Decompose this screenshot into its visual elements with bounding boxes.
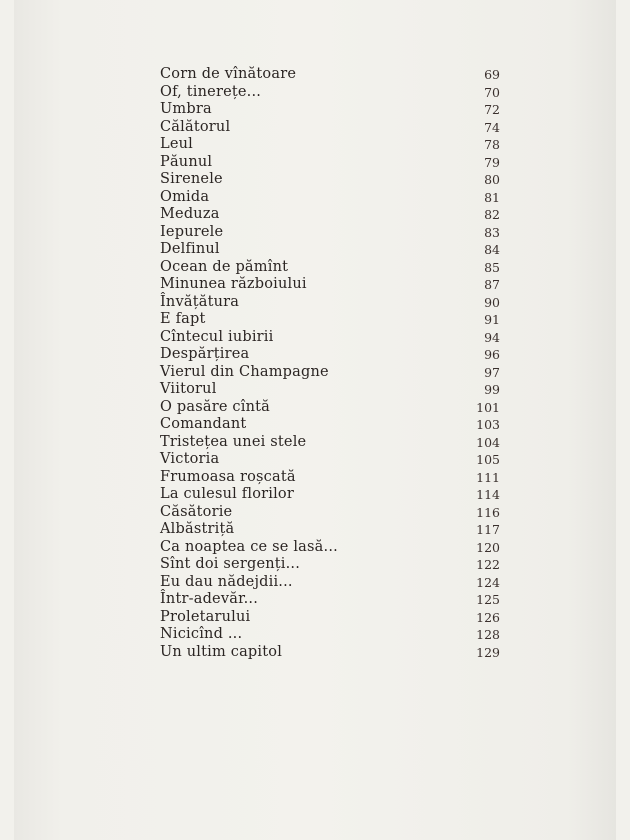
toc-entry-page: 84 bbox=[484, 242, 500, 257]
toc-entry-page: 125 bbox=[476, 592, 500, 607]
toc-entry bbox=[160, 574, 500, 592]
toc-entry-title: Un ultim capitol bbox=[160, 643, 283, 660]
toc-entry bbox=[160, 416, 500, 434]
toc-entry bbox=[160, 451, 500, 469]
toc-entry-title: Umbra bbox=[160, 101, 212, 117]
toc-entry bbox=[160, 504, 500, 522]
toc-entry-title: Corn de vînătoare bbox=[160, 66, 297, 82]
toc-entry-page: 96 bbox=[484, 347, 500, 362]
toc-entry-title: Cîntecul iubirii bbox=[160, 328, 274, 345]
toc-entry bbox=[160, 154, 500, 172]
toc-entry-title: Leul bbox=[160, 136, 193, 152]
toc-entry-page: 74 bbox=[484, 119, 500, 135]
toc-entry-page: 87 bbox=[484, 277, 500, 292]
toc-entry-page: 101 bbox=[476, 399, 500, 415]
toc-entry-title: Într-adevăr... bbox=[160, 591, 259, 607]
toc-entry-title: Despărțirea bbox=[160, 346, 250, 362]
table-of-contents bbox=[160, 66, 500, 661]
toc-entry bbox=[160, 119, 500, 137]
toc-entry-title: Albăstriță bbox=[160, 521, 235, 537]
toc-entry-title: O pasăre cîntă bbox=[160, 398, 270, 415]
toc-entry-page: 72 bbox=[484, 102, 500, 117]
toc-entry-page: 124 bbox=[476, 574, 500, 590]
toc-entry-page: 82 bbox=[484, 207, 500, 222]
toc-entry bbox=[160, 101, 500, 119]
toc-entry bbox=[160, 171, 500, 189]
toc-entry-title: Delfinul bbox=[160, 241, 220, 257]
toc-entry-title: Căsătorie bbox=[160, 503, 233, 520]
toc-entry bbox=[160, 329, 500, 347]
toc-entry-page: 111 bbox=[476, 469, 500, 485]
toc-entry-title: Of, tinerețe... bbox=[160, 83, 262, 100]
toc-entry-page: 80 bbox=[484, 172, 500, 187]
toc-entry bbox=[160, 189, 500, 207]
toc-entry-page: 83 bbox=[484, 224, 500, 240]
toc-entry bbox=[160, 609, 500, 627]
toc-entry bbox=[160, 276, 500, 294]
toc-entry-title: Păunul bbox=[160, 153, 213, 170]
toc-entry-title: Eu dau nădejdii... bbox=[160, 573, 293, 590]
toc-entry-page: 69 bbox=[484, 67, 500, 82]
toc-entry-title: Comandant bbox=[160, 416, 247, 432]
toc-entry-title: Viitorul bbox=[160, 381, 217, 397]
toc-entry bbox=[160, 294, 500, 312]
toc-entry bbox=[160, 224, 500, 242]
toc-entry-page: 126 bbox=[476, 609, 500, 625]
toc-entry-page: 90 bbox=[484, 294, 500, 310]
toc-entry bbox=[160, 591, 500, 609]
toc-entry-page: 116 bbox=[476, 504, 500, 520]
toc-entry-page: 120 bbox=[476, 539, 500, 555]
toc-entry-title: Ocean de pămînt bbox=[160, 258, 289, 275]
toc-entry-page: 105 bbox=[476, 452, 500, 467]
toc-entry bbox=[160, 206, 500, 224]
toc-entry-title: Sirenele bbox=[160, 171, 223, 187]
toc-entry bbox=[160, 486, 500, 504]
toc-entry bbox=[160, 644, 500, 662]
toc-entry-title: Iepurele bbox=[160, 223, 224, 240]
toc-entry-page: 85 bbox=[484, 259, 500, 275]
toc-entry bbox=[160, 381, 500, 399]
toc-entry-page: 114 bbox=[476, 487, 500, 502]
toc-entry bbox=[160, 521, 500, 539]
toc-entry-title: Frumoasa roșcată bbox=[160, 468, 296, 485]
toc-entry bbox=[160, 626, 500, 644]
toc-entry-title: Proletarului bbox=[160, 608, 251, 625]
toc-entry-page: 122 bbox=[476, 557, 500, 572]
toc-entry-title: Ca noaptea ce se lasă... bbox=[160, 538, 338, 555]
toc-entry bbox=[160, 539, 500, 557]
toc-entry-title: Minunea războiului bbox=[160, 276, 307, 292]
toc-entry bbox=[160, 259, 500, 277]
toc-entry-title: Învățătura bbox=[160, 293, 240, 310]
toc-entry-page: 97 bbox=[484, 364, 500, 380]
toc-entry-page: 70 bbox=[484, 84, 500, 100]
toc-entry bbox=[160, 84, 500, 102]
toc-entry bbox=[160, 311, 500, 329]
toc-entry-title: Nicicînd ... bbox=[160, 626, 243, 642]
toc-entry-title: Meduza bbox=[160, 206, 220, 222]
toc-entry bbox=[160, 469, 500, 487]
toc-entry-page: 99 bbox=[484, 382, 500, 397]
toc-entry-page: 117 bbox=[476, 522, 500, 537]
toc-entry-page: 81 bbox=[484, 189, 500, 205]
toc-entry-page: 104 bbox=[476, 434, 500, 450]
toc-entry bbox=[160, 364, 500, 382]
toc-entry bbox=[160, 434, 500, 452]
toc-entry-title: E fapt bbox=[160, 311, 206, 327]
toc-entry bbox=[160, 66, 500, 84]
toc-entry-page: 129 bbox=[476, 644, 500, 660]
toc-entry-page: 128 bbox=[476, 627, 500, 642]
toc-entry-title: Sînt doi sergenți... bbox=[160, 556, 301, 572]
toc-entry bbox=[160, 556, 500, 574]
toc-entry-title: Tristețea unei stele bbox=[160, 433, 307, 450]
toc-entry-page: 79 bbox=[484, 154, 500, 170]
toc-entry-title: Vierul din Champagne bbox=[160, 363, 329, 380]
toc-entry-page: 78 bbox=[484, 137, 500, 152]
toc-entry-title: Omida bbox=[160, 188, 210, 205]
toc-entry bbox=[160, 399, 500, 417]
toc-entry-title: Călătorul bbox=[160, 118, 231, 135]
toc-entry-page: 91 bbox=[484, 312, 500, 327]
toc-entry-page: 103 bbox=[476, 417, 500, 432]
toc-entry bbox=[160, 346, 500, 364]
toc-entry-page: 94 bbox=[484, 329, 500, 345]
toc-entry bbox=[160, 136, 500, 154]
toc-entry-title: Victoria bbox=[160, 451, 220, 467]
toc-entry-title: La culesul florilor bbox=[160, 486, 294, 502]
toc-entry bbox=[160, 241, 500, 259]
